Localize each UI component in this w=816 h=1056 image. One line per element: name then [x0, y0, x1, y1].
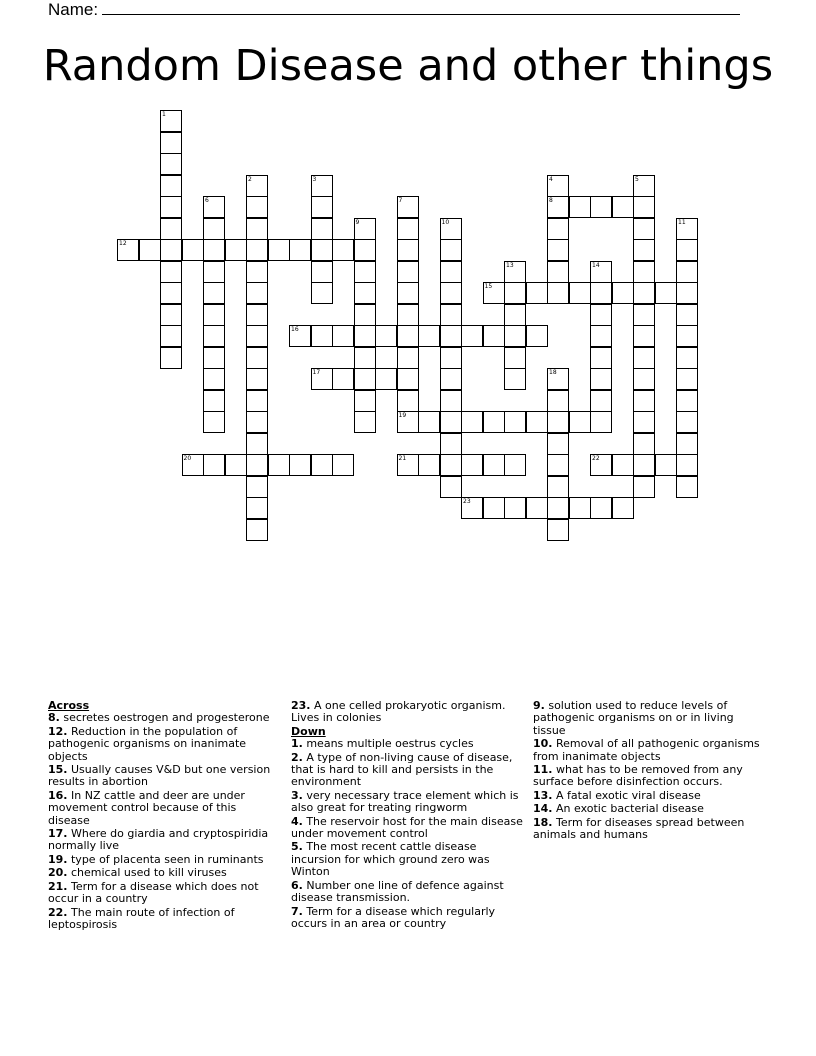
crossword-cell[interactable]	[311, 196, 333, 218]
crossword-cell[interactable]	[504, 368, 526, 390]
crossword-cell[interactable]	[440, 304, 462, 326]
across-clue	[48, 881, 280, 906]
clue-number: 23	[463, 498, 471, 505]
clue-text: Where do giardia and cryptospiridia normally live	[48, 827, 269, 853]
crossword-cell[interactable]	[203, 261, 225, 283]
crossword-cell[interactable]	[461, 325, 483, 347]
crossword-cell[interactable]	[160, 196, 182, 218]
down-clue	[533, 738, 765, 763]
clue-number: 21.	[48, 879, 68, 893]
crossword-cell[interactable]	[547, 239, 569, 261]
clue-text: chemical used to kill viruses	[67, 866, 227, 880]
clue-number: 11.	[533, 763, 553, 777]
clue-number: 15	[484, 283, 493, 290]
crossword-cell[interactable]	[289, 325, 311, 347]
clue-text: Term for a disease which regularly occurs in an area or country	[291, 904, 496, 930]
crossword-cell[interactable]	[612, 282, 634, 304]
clue-text: type of placenta seen in ruminants	[67, 852, 264, 866]
crossword-cell[interactable]	[246, 218, 268, 240]
crossword-cell[interactable]	[203, 304, 225, 326]
crossword-cell[interactable]	[504, 325, 526, 347]
crossword-cell[interactable]	[633, 325, 655, 347]
crossword-cell[interactable]	[483, 325, 505, 347]
crossword-cell[interactable]	[203, 347, 225, 369]
clue-text: Term for diseases spread between animals and humans	[533, 815, 745, 842]
crossword-cell[interactable]	[203, 239, 225, 261]
crossword-cell[interactable]	[354, 411, 376, 433]
clue-text: Reduction in the population of pathogenic organisms on inanimate objects	[48, 724, 247, 763]
clue-number: 3	[312, 175, 317, 183]
clue-number: 2.	[291, 750, 303, 764]
clues-column-1	[48, 700, 280, 932]
crossword-cell[interactable]	[590, 390, 612, 412]
crossword-cell[interactable]	[676, 368, 698, 390]
clue-number: 17	[312, 369, 321, 376]
crossword-cell[interactable]	[268, 239, 290, 261]
crossword-cell[interactable]	[547, 218, 569, 240]
clue-text: A one celled prokaryotic organism. Lives in colonies	[291, 699, 506, 725]
clue-number: 8.	[48, 711, 60, 725]
crossword-cell[interactable]	[418, 454, 440, 476]
crossword-cell[interactable]	[440, 218, 462, 240]
crossword-cell[interactable]	[633, 261, 655, 283]
down-clue	[291, 752, 523, 789]
clue-text: very necessary trace element which is also great for treating ringworm	[291, 788, 519, 815]
crossword-cell[interactable]	[311, 261, 333, 283]
clue-number: 16	[291, 326, 299, 333]
crossword-cell[interactable]	[440, 433, 462, 455]
crossword-cell[interactable]	[246, 347, 268, 369]
crossword-cell[interactable]	[225, 239, 247, 261]
crossword-cell[interactable]	[633, 347, 655, 369]
clue-number: 22.	[48, 905, 68, 919]
crossword-cell[interactable]	[440, 454, 462, 476]
crossword-cell[interactable]	[676, 347, 698, 369]
crossword-cell[interactable]	[504, 454, 526, 476]
clue-number: 7	[398, 197, 403, 204]
clue-number: 13.	[533, 788, 553, 802]
crossword-cell[interactable]	[332, 325, 354, 347]
crossword-cell[interactable]	[590, 196, 612, 218]
crossword-cell[interactable]	[397, 304, 419, 326]
crossword-cell[interactable]	[160, 218, 182, 240]
crossword-cell[interactable]	[268, 454, 290, 476]
crossword-cell[interactable]	[590, 454, 612, 476]
crossword-cell[interactable]	[504, 282, 526, 304]
clue-text: solution used to reduce levels of pathogenic organisms on or in living tissue	[533, 699, 734, 737]
crossword-cell[interactable]	[311, 282, 333, 304]
clue-text: In NZ cattle and deer are under movement control because of this disease	[48, 788, 245, 827]
crossword-cell[interactable]	[526, 497, 548, 519]
crossword-cell[interactable]	[547, 433, 569, 455]
down-clue	[533, 803, 765, 815]
crossword-cell[interactable]	[160, 304, 182, 326]
crossword-cell[interactable]	[612, 497, 634, 519]
crossword-cell[interactable]	[676, 282, 698, 304]
crossword-cell[interactable]	[354, 304, 376, 326]
crossword-cell[interactable]	[246, 325, 268, 347]
crossword-cell[interactable]	[655, 454, 677, 476]
crossword-cell[interactable]	[440, 368, 462, 390]
crossword-cell[interactable]	[676, 304, 698, 326]
across-clue	[48, 854, 280, 866]
crossword-cell[interactable]	[440, 325, 462, 347]
clue-number: 10	[441, 218, 450, 226]
clue-number: 2	[248, 175, 252, 183]
crossword-cell[interactable]	[203, 411, 225, 433]
crossword-cell[interactable]	[633, 390, 655, 412]
crossword-cell[interactable]	[569, 196, 591, 218]
clue-number: 9	[355, 218, 360, 226]
crossword-cell[interactable]	[483, 282, 505, 304]
crossword-cell[interactable]	[289, 239, 311, 261]
clue-number: 17.	[48, 827, 68, 841]
crossword-cell[interactable]	[547, 196, 569, 218]
clue-text: An exotic bacterial disease	[552, 802, 704, 816]
clue-number: 10.	[533, 737, 553, 751]
crossword-cell[interactable]	[590, 261, 612, 283]
crossword-cell[interactable]	[246, 196, 268, 218]
clue-number: 14.	[533, 802, 553, 816]
crossword-cell[interactable]	[332, 239, 354, 261]
crossword-cell[interactable]	[246, 497, 268, 519]
crossword-cell[interactable]	[246, 304, 268, 326]
crossword-cell[interactable]	[676, 218, 698, 240]
crossword-cell[interactable]	[547, 454, 569, 476]
crossword-cell[interactable]	[676, 476, 698, 498]
crossword-cell[interactable]	[397, 282, 419, 304]
crossword-cell[interactable]	[289, 454, 311, 476]
crossword-cell[interactable]	[354, 390, 376, 412]
crossword-cell[interactable]	[246, 239, 268, 261]
crossword-cell[interactable]	[160, 239, 182, 261]
crossword-cell[interactable]	[203, 325, 225, 347]
clue-text: The most recent cattle disease incursion for which ground zero was Winton	[291, 840, 490, 879]
crossword-cell[interactable]	[547, 519, 569, 541]
clue-number: 16.	[48, 788, 68, 802]
crossword-cell[interactable]	[633, 175, 655, 197]
crossword-cell[interactable]	[332, 454, 354, 476]
crossword-cell[interactable]	[225, 454, 247, 476]
crossword-cell[interactable]	[246, 175, 268, 197]
clue-number: 19	[398, 412, 407, 419]
across-clue	[48, 867, 280, 879]
crossword-cell[interactable]	[504, 304, 526, 326]
crossword-cell[interactable]	[633, 433, 655, 455]
crossword-cell[interactable]	[526, 282, 548, 304]
crossword-cell[interactable]	[311, 218, 333, 240]
crossword-cell[interactable]	[354, 261, 376, 283]
crossword-cell[interactable]	[332, 368, 354, 390]
crossword-cell[interactable]	[397, 411, 419, 433]
crossword-cell[interactable]	[160, 325, 182, 347]
crossword-cell[interactable]	[160, 175, 182, 197]
clue-number: 7.	[291, 904, 303, 918]
crossword-cell[interactable]	[547, 497, 569, 519]
crossword-cell[interactable]	[246, 368, 268, 390]
clue-text: The reservoir host for the main disease under movement control	[291, 814, 523, 841]
crossword-cell[interactable]	[633, 368, 655, 390]
crossword-cell[interactable]	[203, 390, 225, 412]
crossword-cell[interactable]	[440, 347, 462, 369]
down-clue	[291, 880, 523, 905]
crossword-cell[interactable]	[397, 218, 419, 240]
crossword-cell[interactable]	[311, 325, 333, 347]
clue-text: A fatal exotic viral disease	[552, 788, 701, 802]
crossword-cell[interactable]	[160, 347, 182, 369]
crossword-cell[interactable]	[590, 368, 612, 390]
crossword-cell[interactable]	[440, 390, 462, 412]
crossword-cell[interactable]	[547, 368, 569, 390]
crossword-cell[interactable]	[375, 325, 397, 347]
crossword-cell[interactable]	[633, 411, 655, 433]
clue-text: Term for a disease which does not occur in a country	[48, 879, 259, 906]
crossword-cell[interactable]	[633, 454, 655, 476]
across-clue	[48, 907, 280, 932]
clue-number: 9.	[533, 699, 545, 712]
crossword-cell[interactable]	[311, 175, 333, 197]
crossword-cell[interactable]	[633, 282, 655, 304]
clue-number: 1	[162, 111, 166, 118]
clue-number: 5	[635, 175, 639, 183]
crossword-cell[interactable]	[504, 411, 526, 433]
page-title: Random Disease and other things	[42, 41, 774, 91]
crossword-cell[interactable]	[354, 282, 376, 304]
crossword-cell[interactable]	[440, 411, 462, 433]
crossword-cell[interactable]	[397, 239, 419, 261]
clue-text: secretes oestrogen and progesterone	[59, 711, 270, 725]
clue-number: 18.	[533, 815, 553, 829]
crossword-cell[interactable]	[633, 196, 655, 218]
crossword-cell[interactable]	[547, 261, 569, 283]
crossword-cell[interactable]	[526, 411, 548, 433]
across-clue	[48, 764, 280, 789]
crossword-cell[interactable]	[633, 239, 655, 261]
crossword-cell[interactable]	[246, 519, 268, 541]
clue-number: 12.	[48, 724, 68, 738]
crossword-cell[interactable]	[397, 325, 419, 347]
crossword-cell[interactable]	[246, 433, 268, 455]
crossword-cell[interactable]	[504, 497, 526, 519]
clue-text: Usually causes V&D but one version results in abortion	[48, 763, 271, 789]
down-heading: Down	[291, 724, 326, 738]
crossword-cell[interactable]	[203, 282, 225, 304]
crossword-cell[interactable]	[246, 282, 268, 304]
clue-number: 3.	[291, 788, 303, 802]
crossword-cell[interactable]	[461, 454, 483, 476]
across-clue	[291, 700, 523, 725]
crossword-cell[interactable]	[397, 390, 419, 412]
clue-number: 13	[506, 261, 514, 269]
crossword-cell[interactable]	[590, 282, 612, 304]
crossword-cell[interactable]	[633, 218, 655, 240]
clue-text: Removal of all pathogenic organisms from inanimate objects	[533, 737, 760, 763]
clue-number: 5.	[291, 840, 303, 854]
across-heading: Across	[48, 699, 90, 712]
crossword-cell[interactable]	[397, 347, 419, 369]
crossword-cell[interactable]	[354, 239, 376, 261]
crossword-cell[interactable]	[483, 411, 505, 433]
crossword-cell[interactable]	[569, 497, 591, 519]
clues-column-3	[533, 700, 765, 842]
down-clue	[291, 906, 523, 931]
crossword-cell[interactable]	[375, 368, 397, 390]
across-clue	[48, 790, 280, 827]
crossword-cell[interactable]	[504, 261, 526, 283]
crossword-cell[interactable]	[160, 110, 182, 132]
crossword-cell[interactable]	[246, 261, 268, 283]
clue-number: 1.	[291, 737, 303, 751]
down-clue	[291, 841, 523, 878]
clue-text: A type of non-living cause of disease, that is hard to kill and persists in the environment	[291, 750, 513, 789]
crossword-cell[interactable]	[569, 282, 591, 304]
crossword-cell[interactable]	[182, 239, 204, 261]
down-clue	[291, 790, 523, 815]
crossword-cell[interactable]	[590, 325, 612, 347]
crossword-cell[interactable]	[676, 239, 698, 261]
clues-column-2	[291, 700, 523, 931]
clue-text: what has to be removed from any surface before disinfection occurs.	[533, 763, 743, 789]
clue-number: 14	[592, 261, 600, 269]
clue-text: Number one line of defence against disease transmission.	[291, 878, 504, 905]
crossword-cell[interactable]	[160, 261, 182, 283]
crossword-cell[interactable]	[311, 368, 333, 390]
clue-number: 6	[205, 197, 209, 204]
name-label: Name:	[48, 0, 99, 19]
crossword-cell[interactable]	[547, 175, 569, 197]
clue-number: 23.	[291, 699, 311, 712]
across-clue	[48, 828, 280, 853]
down-clue	[291, 816, 523, 841]
crossword-cell[interactable]	[397, 368, 419, 390]
crossword-cell[interactable]	[547, 411, 569, 433]
clue-number: 12	[119, 240, 127, 247]
crossword-cell[interactable]	[612, 196, 634, 218]
crossword-cell[interactable]	[182, 454, 204, 476]
crossword-cell[interactable]	[590, 411, 612, 433]
crossword-cell[interactable]	[526, 325, 548, 347]
crossword-cell[interactable]	[354, 347, 376, 369]
crossword-cell[interactable]	[547, 476, 569, 498]
crossword-cell[interactable]	[676, 433, 698, 455]
down-clue	[533, 817, 765, 842]
crossword-cell[interactable]	[397, 454, 419, 476]
crossword-cell[interactable]	[397, 196, 419, 218]
crossword-cell[interactable]	[461, 497, 483, 519]
down-clue	[291, 738, 523, 750]
crossword-cell[interactable]	[203, 196, 225, 218]
crossword-cell[interactable]	[612, 454, 634, 476]
clue-number: 22	[592, 455, 600, 462]
crossword-cell[interactable]	[311, 454, 333, 476]
crossword-cell[interactable]	[676, 325, 698, 347]
crossword-cell[interactable]	[590, 304, 612, 326]
clue-number: 8	[549, 197, 553, 204]
down-clue	[533, 700, 765, 737]
crossword-cell[interactable]	[483, 497, 505, 519]
crossword-cell[interactable]	[590, 347, 612, 369]
crossword-cell[interactable]	[418, 325, 440, 347]
clue-number: 4.	[291, 814, 303, 828]
crossword-cell[interactable]	[547, 390, 569, 412]
crossword-cell[interactable]	[397, 261, 419, 283]
crossword-cell[interactable]	[633, 476, 655, 498]
crossword-cell[interactable]	[461, 411, 483, 433]
crossword-cell[interactable]	[655, 282, 677, 304]
crossword-cell[interactable]	[440, 239, 462, 261]
crossword-cell[interactable]	[203, 368, 225, 390]
crossword-cell[interactable]	[676, 454, 698, 476]
crossword-cell[interactable]	[354, 218, 376, 240]
clue-number: 20.	[48, 866, 68, 880]
crossword-cell[interactable]	[246, 411, 268, 433]
clue-number: 4	[549, 175, 553, 183]
clue-number: 11	[678, 218, 686, 226]
clue-number: 21	[398, 455, 407, 462]
crossword-cell[interactable]	[633, 304, 655, 326]
crossword-cell[interactable]	[160, 282, 182, 304]
crossword-cell[interactable]	[354, 368, 376, 390]
crossword-cell[interactable]	[354, 325, 376, 347]
crossword-cell[interactable]	[203, 454, 225, 476]
clue-number: 20	[183, 455, 192, 462]
clue-number: 18	[549, 369, 557, 376]
crossword-cell[interactable]	[203, 218, 225, 240]
down-clue	[533, 790, 765, 802]
crossword-cell[interactable]	[440, 476, 462, 498]
crossword-cell[interactable]	[246, 454, 268, 476]
crossword-cell[interactable]	[504, 347, 526, 369]
crossword-cell[interactable]	[590, 497, 612, 519]
crossword-cell[interactable]	[569, 411, 591, 433]
crossword-cell[interactable]	[246, 390, 268, 412]
crossword-cell[interactable]	[418, 411, 440, 433]
crossword-cell[interactable]	[246, 476, 268, 498]
crossword-cell[interactable]	[311, 239, 333, 261]
crossword-cell[interactable]	[676, 261, 698, 283]
crossword-cell[interactable]	[483, 454, 505, 476]
crossword-cell[interactable]	[440, 282, 462, 304]
across-clue	[48, 726, 280, 763]
clue-text: means multiple oestrus cycles	[302, 737, 474, 751]
crossword-cell[interactable]	[139, 239, 161, 261]
crossword-cell[interactable]	[547, 282, 569, 304]
clue-number: 15.	[48, 763, 68, 777]
crossword-cell[interactable]	[440, 261, 462, 283]
clue-number: 6.	[291, 878, 303, 892]
crossword-cell[interactable]	[160, 132, 182, 154]
clue-number: 19.	[48, 852, 68, 866]
clue-text: The main route of infection of leptospirosis	[48, 905, 235, 931]
crossword-cell[interactable]	[676, 411, 698, 433]
down-clue	[533, 764, 765, 789]
across-clue	[48, 712, 280, 724]
crossword-cell[interactable]	[676, 390, 698, 412]
crossword-cell[interactable]	[117, 239, 139, 261]
crossword-cell[interactable]	[160, 153, 182, 175]
